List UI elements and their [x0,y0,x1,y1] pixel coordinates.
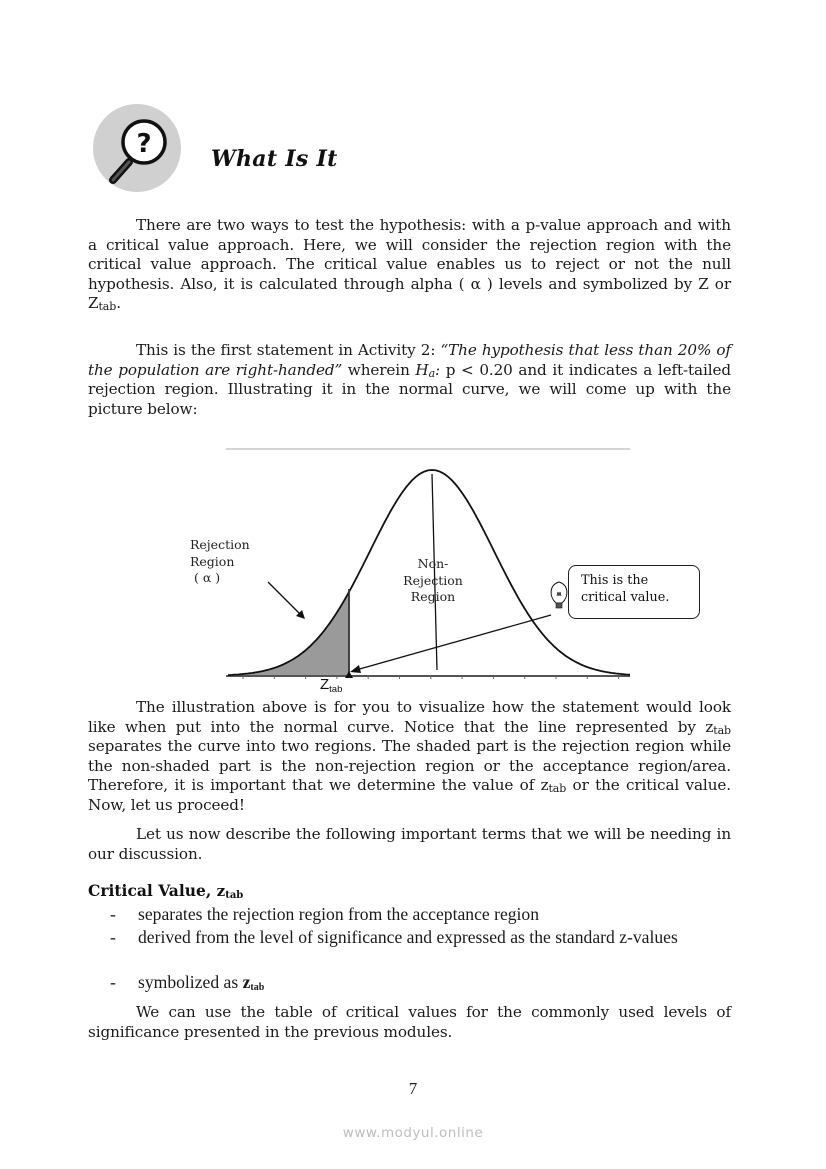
paragraph-statement [88,341,731,419]
paragraph-text: separates the curve into two regions. The shaded part is the rejection region while the non-shaded part is the non-rejection region or the acceptance region/area. Therefore, it is important that we determine the value of [88,737,731,795]
label-line: Region [410,589,456,604]
watermark: www.modyul.online [342,1125,484,1141]
critical-value-pointer-arrowhead [350,665,361,673]
critical-value-pointer-arrow [356,615,551,670]
subscript: tab [98,300,117,314]
subscript: tab [329,684,343,695]
paragraph-text: The illustration above is for you to visualize how the statement would look like when put into the normal curve. Notice that the line represented by [88,698,731,736]
paragraph-text: Let us now describe the following important terms that we will be needing in our discussion. [88,825,731,863]
term-bullet [110,903,731,926]
magnifier-question-icon [93,104,181,192]
bullet-text: separates the rejection region from the acceptance region [138,904,540,924]
page-number: 7 [408,1079,418,1098]
bullet-text-part: symbolized as [138,972,243,992]
rejection-region-shading [228,592,349,676]
ztab-axis-label [320,676,342,695]
non-rejection-region-label [388,556,478,606]
paragraph-text: or the critical value. Now, let us proceed! [88,776,731,814]
rejection-pointer-arrow [268,582,302,616]
bullet-dash: - [110,972,116,992]
callout-line: This is the [581,573,649,588]
subscript: a [428,366,436,380]
callout-text [581,573,669,606]
bullet-text [138,971,731,1000]
callout-line: critical value. [581,589,670,605]
ztab-symbol: z [540,776,549,795]
subscript: tab [225,890,244,901]
term-heading [88,881,243,901]
paragraph-text: p < 0.20 and it indicates a left-tailed rejection region. Illustrating it in the normal curve, we will come up with the picture below: [88,360,732,418]
label-line: ( α ) [190,570,221,585]
ztab-symbol: Z [320,676,330,693]
paragraph-table-reference [88,1003,731,1042]
bullet-dash: - [110,904,116,924]
paragraph-text: We can use the table of critical values for the commonly used levels of significance presented in the previous modules. [88,1003,731,1041]
subscript: tab [250,982,265,993]
lightbulb-icon [551,582,567,608]
label-line: Rejection [190,537,250,552]
alt-hypothesis-symbol: H [415,360,429,379]
term-bullet [110,926,731,949]
paragraph-intro [88,216,731,314]
quoted-hypothesis: “The hypothesis that less than 20% of the population are right-handed” [88,341,731,379]
subscript: tab [548,782,567,796]
colon: : [435,360,441,379]
section-title: What Is It [211,146,338,172]
ztab-symbol: z [216,882,226,900]
paragraph-terms-intro [88,825,731,864]
ztab-symbol: z [242,972,251,992]
label-line: Non-Rejection [403,556,463,588]
ztab-symbol: z [705,717,714,736]
subscript: tab [713,723,731,737]
term-heading-text: Critical Value, [88,881,217,900]
section-icon-badge [93,104,181,192]
paragraph-text: There are two ways to test the hypothesis: with a p-value approach and with a critical value approach. Here, we will consider the rejection region with the critical value approach. The critical value enables us to reject or not the null hypothesis. Also, it is calculated through alpha ( α ) levels and symbolized by Z or Z [88,216,731,313]
bullet-dash: - [110,927,116,947]
label-line: Region [190,553,235,569]
paragraph-text: This is the first statement in Activity 2: [136,341,441,359]
paragraph-illustration-explanation [88,698,731,816]
rejection-region-label [190,537,250,587]
svg-text:?: ? [136,129,152,159]
bullet-text: derived from the level of significance and expressed as the standard z-values [138,927,678,947]
paragraph-text: . [116,294,121,313]
paragraph-text: wherein [342,360,416,379]
term-bullet [110,971,731,1000]
